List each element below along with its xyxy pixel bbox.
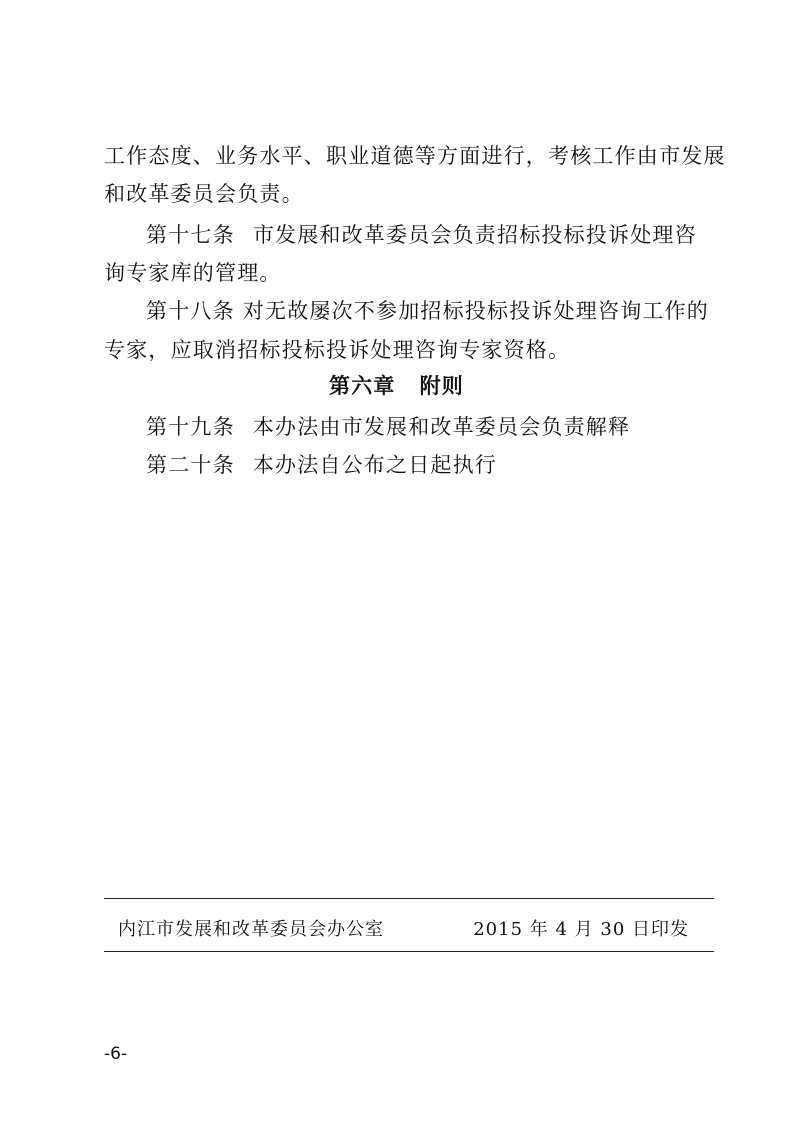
paragraph-continued-line-2: 和改革委员会负责。: [104, 182, 304, 206]
chapter-title: 附则: [419, 374, 464, 398]
article-18-label: 第十八条: [146, 299, 235, 323]
chapter-heading: [0, 372, 793, 400]
article-20-label: 第二十条: [146, 453, 235, 477]
article-19-text: 本办法由市发展和改革委员会负责解释: [252, 415, 631, 439]
article-17-label: 第十七条: [146, 223, 235, 247]
article-18-line-2: 专家，应取消招标投标投诉处理咨询专家资格。: [104, 338, 571, 362]
chapter-number: 第六章: [328, 374, 396, 398]
article-20: [146, 451, 497, 479]
footer-date: 2015 年 4 月 30 日印发: [473, 919, 689, 940]
footer-bottom-rule: [104, 951, 714, 952]
article-17-text: 市发展和改革委员会负责招标投标投诉处理咨: [252, 223, 697, 247]
article-20-text: 本办法自公布之日起执行: [252, 453, 498, 477]
footer-issuer: 内江市发展和改革委员会办公室: [118, 919, 384, 940]
paragraph-continued-line-1: 工作态度、业务水平、职业道德等方面进行，考核工作由市发展: [104, 144, 726, 168]
page-number: -6-: [104, 1044, 128, 1064]
article-18-text: 对无故屡次不参加招标投标投诉处理咨询工作的: [242, 299, 710, 323]
article-17-line-1: [146, 221, 697, 249]
article-19: [146, 413, 630, 441]
footer-top-rule: [104, 898, 714, 899]
article-17-line-2: 询专家库的管理。: [104, 261, 282, 285]
article-19-label: 第十九条: [146, 415, 235, 439]
article-18-line-1: [146, 297, 709, 325]
